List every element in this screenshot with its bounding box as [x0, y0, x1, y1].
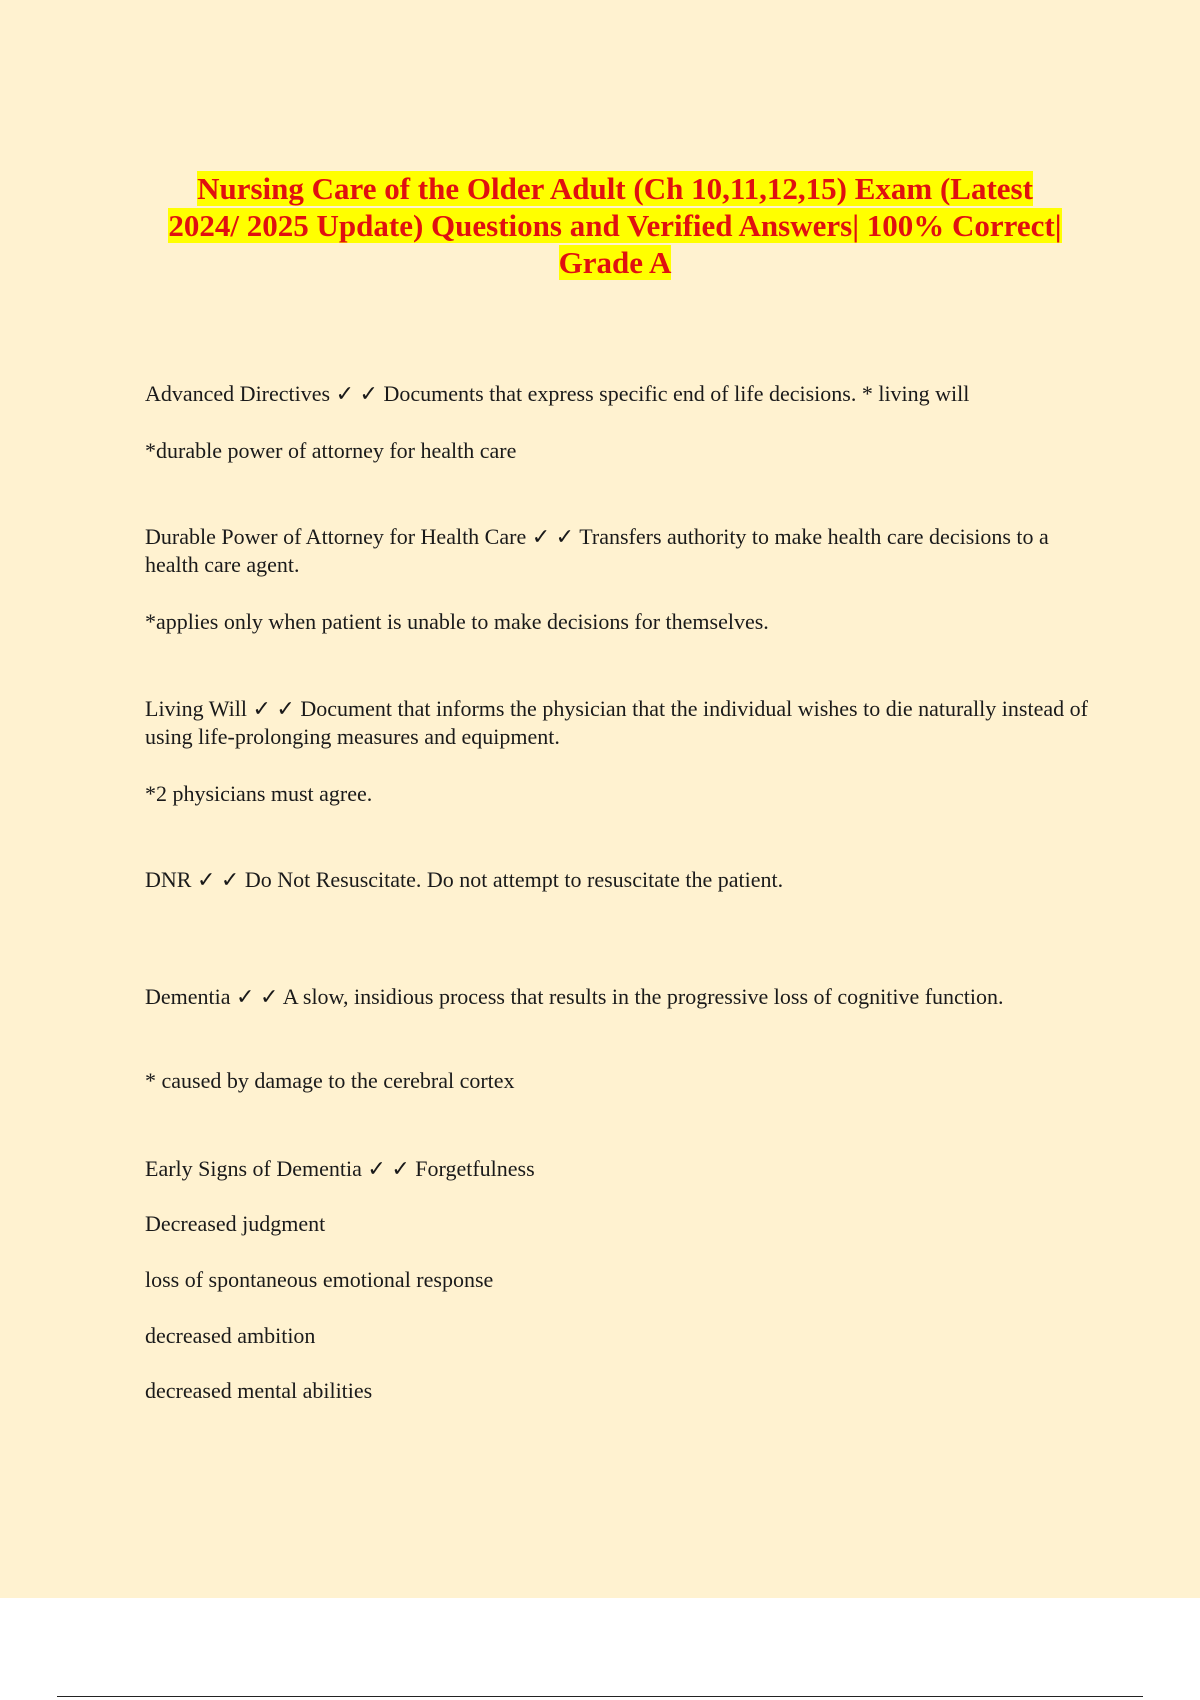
entry-answer: Document that informs the physician that the individual wishes to die naturally instead of using life-prolonging measures and equipment.: [145, 696, 1088, 749]
check-marks-icon: ✓ ✓: [196, 867, 240, 892]
title-line-1: Nursing Care of the Older Adult (Ch 10,11,12,15) Exam (Latest: [197, 171, 1033, 206]
entry-term: Advanced Directives: [145, 381, 331, 406]
check-marks-icon: ✓ ✓: [236, 984, 279, 1009]
entry-term: Early Signs of Dementia: [145, 1156, 362, 1181]
entry-note: *2 physicians must agree.: [145, 781, 373, 806]
entry-term: DNR: [145, 867, 192, 892]
footer-divider: [57, 1696, 1143, 1697]
title-line-2: 2024/ 2025 Update) Questions and Verified Answers| 100% Correct|: [168, 208, 1062, 243]
document-title: [130, 170, 1100, 281]
entry-dementia: [145, 983, 1095, 1011]
entry-note: * caused by damage to the cerebral cortex: [145, 1068, 515, 1093]
entry-living-will: [145, 695, 1095, 751]
check-marks-icon: ✓ ✓: [335, 381, 378, 406]
entry-advanced-directives: [145, 380, 1095, 408]
entry-term: Durable Power of Attorney for Health Care: [145, 524, 527, 549]
check-marks-icon: ✓ ✓: [252, 696, 295, 721]
check-marks-icon: ✓ ✓: [367, 1156, 410, 1181]
entry-term: Dementia: [145, 984, 231, 1009]
check-marks-icon: ✓ ✓: [531, 524, 575, 549]
entry-answer: Transfers authority to make health care decisions to a health care agent.: [145, 524, 1049, 577]
entry-note: Decreased judgment: [145, 1211, 326, 1236]
entry-early-signs-of-dementia: [145, 1155, 1095, 1183]
entry-note: loss of spontaneous emotional response: [145, 1267, 494, 1292]
entry-term: Living Will: [145, 696, 247, 721]
entry-dnr: [145, 866, 1095, 894]
entry-answer: Documents that express specific end of life decisions. * living will: [383, 381, 970, 406]
entry-note: *durable power of attorney for health care: [145, 438, 517, 463]
entry-answer: Forgetfulness: [415, 1156, 535, 1181]
entry-answer: A slow, insidious process that results in the progressive loss of cognitive function.: [282, 984, 1004, 1009]
entry-durable-power-of-attorney: [145, 523, 1095, 579]
entry-note: decreased ambition: [145, 1323, 316, 1348]
entry-answer: Do Not Resuscitate. Do not attempt to resuscitate the patient.: [244, 867, 784, 892]
entry-note: *applies only when patient is unable to make decisions for themselves.: [145, 609, 769, 634]
title-line-3: Grade A: [558, 245, 672, 280]
entry-note: decreased mental abilities: [145, 1378, 373, 1403]
